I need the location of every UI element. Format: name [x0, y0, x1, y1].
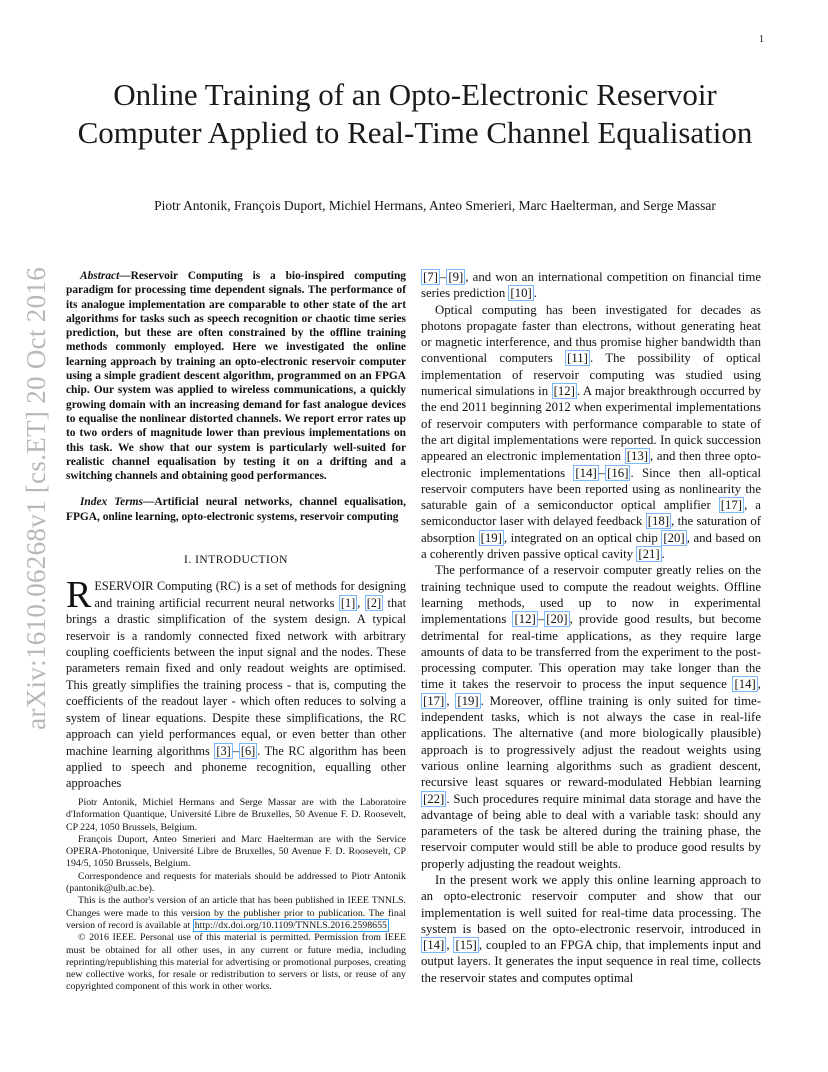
index-terms-label: Index Terms	[80, 496, 143, 509]
paragraph	[421, 269, 761, 302]
text-run: ,	[446, 938, 454, 953]
footnote: Correspondence and requests for materials should be addressed to Piotr Antonik (pantonik@ulb.ac.be).	[66, 870, 406, 895]
citation-link[interactable]: [19]	[480, 530, 502, 545]
text-run: , and then three opto-electronic implementations	[421, 449, 761, 480]
text-run: In the present work we apply this online learning approach to an opto-electronic reservoir computer and show that our implementation is well suited for real-time data processing. The system is based on the opto-electronic reservoir, introduced in	[421, 872, 761, 936]
paragraph	[421, 562, 761, 872]
citation-link[interactable]: [10]	[510, 286, 532, 301]
text-run: ,	[446, 693, 456, 708]
paragraph	[421, 302, 761, 563]
text-run: ,	[757, 677, 761, 692]
text-run: , the saturation of absorption	[421, 514, 761, 545]
section-heading: I. INTRODUCTION	[184, 554, 288, 567]
text-run: . Since then all-optical reservoir computers have been reported using as nonlinearity the saturable gain of a semiconductor optical amplifier	[421, 465, 761, 513]
citation-link[interactable]: [14]	[575, 465, 597, 480]
arxiv-watermark	[16, 258, 56, 738]
page-number: 1	[759, 34, 764, 45]
left-column	[66, 269, 406, 792]
text-run: This is the author's version of an article that has been published in IEEE TNNLS. Changes were made to this version by the publisher prior to publication. The final version of record is available at	[66, 895, 406, 931]
citation-link[interactable]: [6]	[240, 743, 256, 758]
citation-link[interactable]: [18]	[647, 514, 670, 529]
citation-link[interactable]: [11]	[567, 351, 588, 366]
arxiv-id: arXiv:1610.06268v1 [cs.ET] 20 Oct 2016	[20, 266, 51, 730]
text-run: ESERVOIR Computing (RC) is a set of methods for designing and training artificial recurrent neural networks	[94, 579, 406, 610]
footnotes	[66, 797, 406, 994]
citation-link[interactable]: [15]	[455, 938, 477, 953]
text-run: The performance of a reservoir computer greatly relies on the training technique used to compute the readout weights. Offline learning methods, used up to now in experimental implementations	[421, 563, 761, 627]
dropcap: R	[66, 574, 92, 617]
citation-link[interactable]: [2]	[366, 595, 382, 610]
footnote: Piotr Antonik, Michiel Hermans and Serge Massar are with the Laboratoire d'Information Quantique, Université Libre de Bruxelles, 50 Avenue F. D. Roosevelt, CP 224, 1050 Brussels, Belgium.	[66, 797, 406, 833]
footnote	[66, 895, 406, 932]
text-run: ,	[357, 595, 365, 610]
text-run: .	[533, 286, 537, 301]
paragraph	[421, 872, 761, 986]
citation-link[interactable]: [1]	[340, 595, 356, 610]
text-run: , and won an international competition on financial time series prediction	[421, 270, 761, 301]
text-run: , a semiconductor laser with delayed feedback	[421, 498, 761, 529]
citation-link[interactable]: [17]	[423, 693, 445, 708]
right-column	[421, 269, 761, 986]
paper-title: Online Training of an Opto-Electronic Reservoir Computer Applied to Real-Time Channel Equalisation	[77, 77, 753, 150]
text-run: , provide good results, but become detrimental for real-time applications, as they require large amounts of data to be transferred from the experiment to the post-processing computer. This operation may take longer than the time it takes the reservoir to process the input sequence	[421, 612, 761, 692]
citation-link[interactable]: [17]	[720, 498, 743, 513]
text-run: . The possibility of optical implementation of reservoir computing was studied using numerical simulations in	[421, 351, 761, 399]
doi-link[interactable]: http://dx.doi.org/10.1109/TNNLS.2016.2598655	[194, 919, 387, 931]
citation-link[interactable]: [20]	[546, 612, 568, 627]
text-run: , integrated on an optical chip	[503, 530, 662, 545]
index-terms-text: —Artificial neural networks, channel equalisation, FPGA, online learning, opto-electronic systems, reservoir computing	[66, 496, 406, 523]
text-run: . Such procedures require minimal data storage and have the advantage of being able to deal with a variable task: should any parameters of the task be altered during the training phase, the reservoir computer would still be able to produce good results by properly adjusting the readout weights.	[421, 791, 761, 871]
text-run: . Moreover, offline training is only suited for time-independent tasks, which is not always the case in real-life applications. The alternative (and more biologically plausible) approach is to progressively adjust the readout weights using various online learning algorithms such as gradient descent, recursive least squares or reward-modulated Hebbian learning	[421, 693, 761, 790]
citation-link[interactable]: [20]	[663, 530, 685, 545]
citation-link[interactable]: [3]	[216, 743, 231, 758]
citation-link[interactable]: [12]	[514, 612, 536, 627]
text-run: –	[598, 465, 606, 480]
citation-link[interactable]: [7]	[423, 270, 438, 284]
text-run: that brings a drastic simplification of the system design. A typical reservoir is a randomly connected fixed network with arbitrary coupling coefficients between the input signal and the nodes. These parameters remain fixed and only readout weights are optimised. This greatly simplifies the training process - that is, computing the coefficients of the readout layer - which often reduces to solving a system of linear equations. Despite these simplifications, the RC approach can yield performances equal, or even better than other machine learning algorithms	[66, 595, 406, 758]
citation-link[interactable]: [13]	[626, 449, 649, 464]
abstract-text: —Reservoir Computing is a bio-inspired computing paradigm for processing time dependent signals. The performance of its analogue implementation are comparable to other state of the art algorithms for tasks such as speech recognition or chaotic time series prediction, but these are often constrained by the offline training methods commonly employed. Here we investigated the online learning approach by training an opto-electronic reservoir computer using a simple gradient descent algorithm, programmed on an FPGA chip. Our system was applied to wireless communications, a quickly growing domain with an increasing demand for fast analogue devices to equalise the nonlinear distorted channels. We report error rates up to two orders of magnitude lower than previous implementations on this task. We show that our system is particularly well-suited for realistic channel equalisation by testing it on a drifting and a switching channels and obtaining good performances.	[66, 270, 406, 483]
citation-link[interactable]: [14]	[734, 677, 756, 692]
citation-link[interactable]: [19]	[457, 693, 479, 708]
text-run: –	[439, 270, 447, 284]
abstract	[66, 269, 406, 483]
intro-paragraph	[66, 574, 407, 791]
text-run: –	[232, 743, 239, 758]
text-run: , coupled to an FPGA chip, that implements input and output layers. It generates the input sequence in real time, collects the reservoir states and computes optimal	[421, 938, 761, 985]
text-run: , and based on a coherently driven passive optical cavity	[421, 530, 761, 562]
text-run: Optical computing has been investigated for decades as photons propagate faster than electrons, without generating heat or magnetic interference, and thus promise higher bandwidth than conventional computers	[421, 302, 761, 366]
text-run: . The RC algorithm has been applied to speech and phoneme recognition, equalling other approaches	[66, 743, 407, 791]
citation-link[interactable]: [22]	[423, 791, 445, 806]
citation-link[interactable]: [9]	[448, 270, 464, 284]
author-list: Piotr Antonik, François Duport, Michiel Hermans, Anteo Smerieri, Marc Haelterman, and Serge Massar	[154, 198, 716, 213]
text-run: .	[661, 547, 665, 562]
citation-link[interactable]: [14]	[423, 938, 445, 953]
copyright-notice: © 2016 IEEE. Personal use of this material is permitted. Permission from IEEE must be obtained for all other uses, in any current or future media, including reprinting/republishing this material for advertising or promotional purposes, creating new collective works, for resale or redistribution to servers or lists, or reuse of any copyrighted component of this work in other works.	[66, 932, 406, 993]
citation-link[interactable]: [12]	[553, 384, 575, 399]
text-run: . A major breakthrough occurred by the end 2011 beginning 2012 when experimental implementations of reservoir computers with performance comparable to state of the art digital implementations were reported. In quick succession appeared an electronic implementation	[421, 384, 762, 464]
citation-link[interactable]: [16]	[607, 465, 629, 480]
footnote: François Duport, Anteo Smerieri and Marc Haelterman are with the Service OPERA-Photonique, Université Libre de Bruxelles, 50 Avenue F. D. Roosevelt, CP 194/5, 1050 Brussels, Belgium.	[66, 833, 406, 870]
text-run: –	[537, 612, 545, 627]
citation-link[interactable]: [21]	[638, 547, 660, 562]
abstract-label: Abstract	[80, 270, 120, 282]
index-terms	[66, 495, 406, 524]
